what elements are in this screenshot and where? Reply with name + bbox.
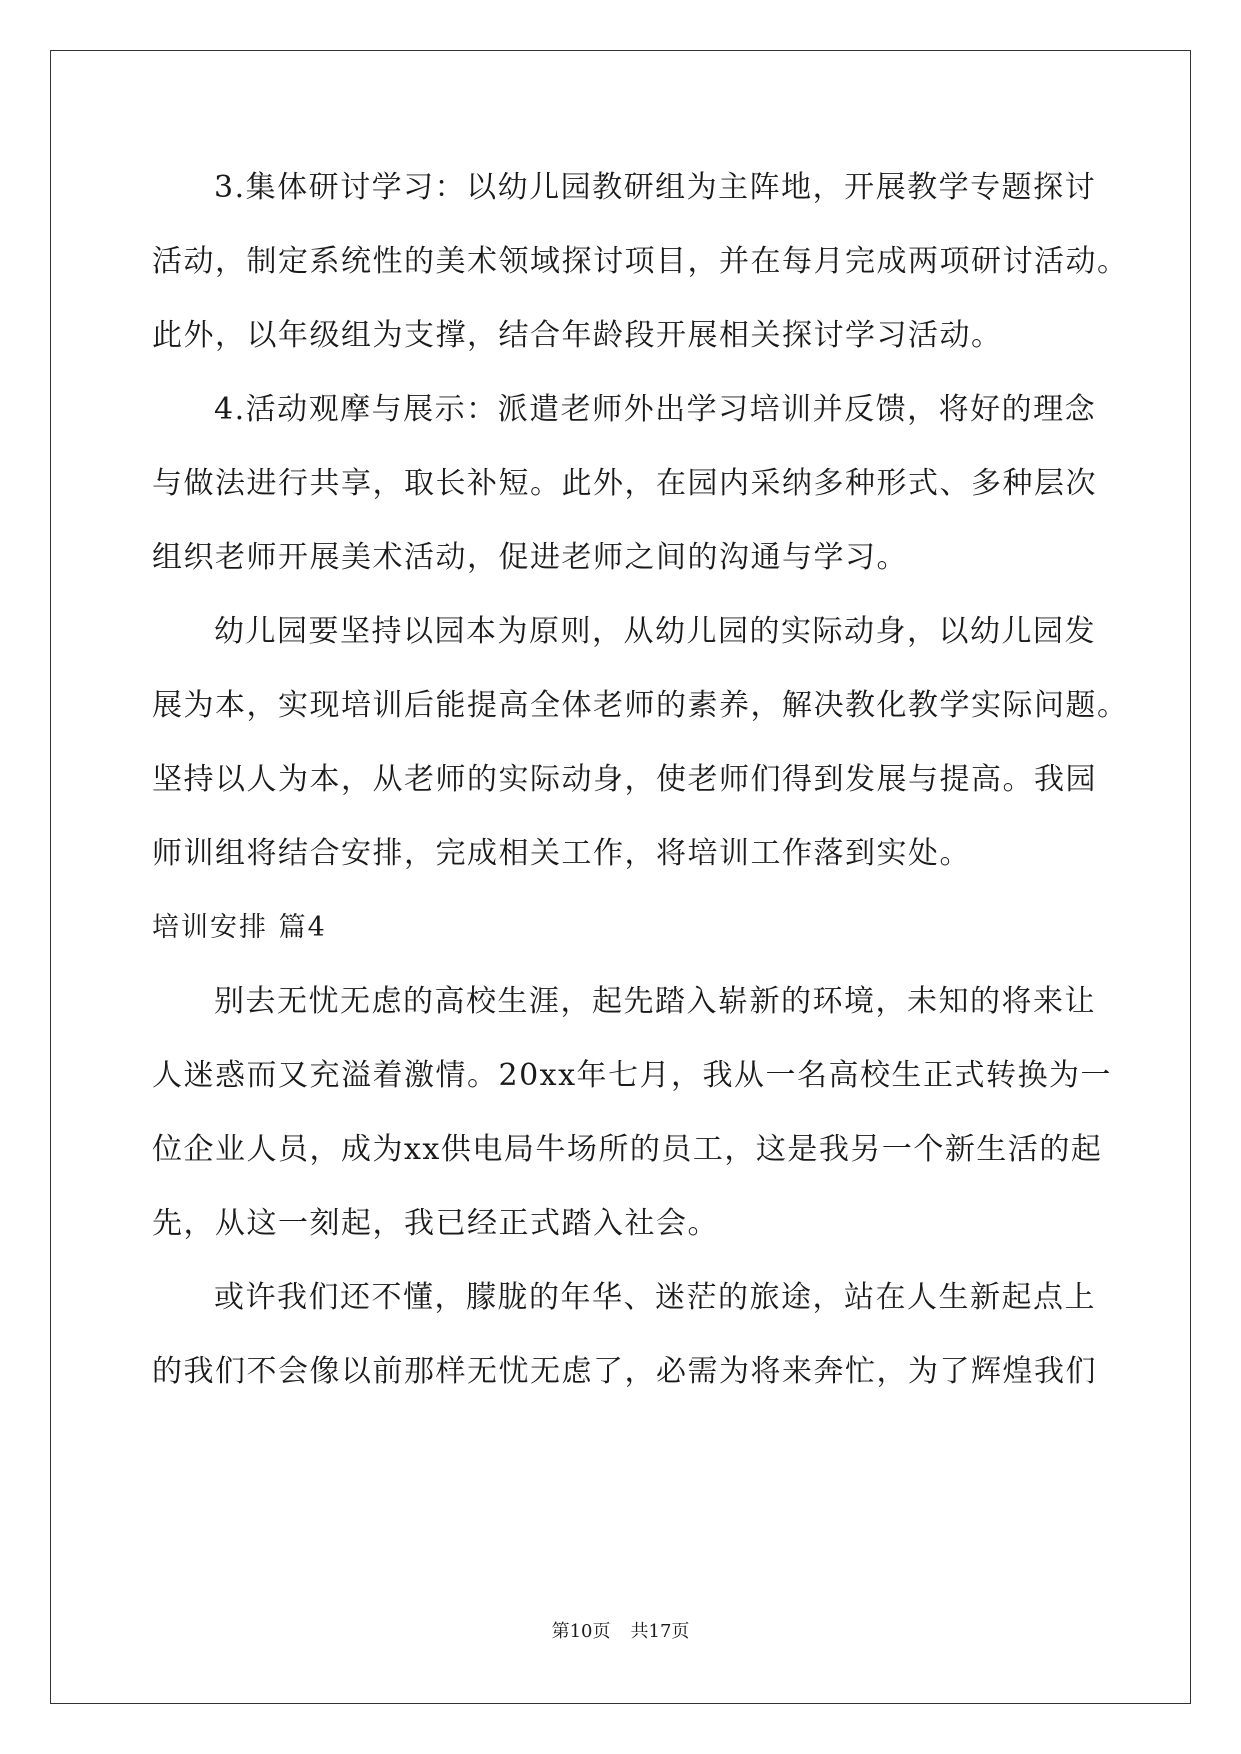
page-number-total: 共17页 xyxy=(630,1621,690,1642)
paragraph-line: 坚持以人为本，从老师的实际动身，使老师们得到发展与提高。我园 xyxy=(152,762,1097,797)
page-footer xyxy=(0,1620,1241,1644)
section-heading: 培训安排 篇4 xyxy=(152,912,327,943)
paragraph-line: 别去无忧无虑的高校生涯，起先踏入崭新的环境，未知的将来让 xyxy=(214,984,1096,1019)
page-number-current: 第10页 xyxy=(551,1621,611,1642)
paragraph-line: 位企业人员，成为xx供电局牛场所的员工，这是我另一个新生活的起 xyxy=(152,1132,1103,1167)
paragraph-line: 组织老师开展美术活动，促进老师之间的沟通与学习。 xyxy=(152,540,908,575)
paragraph-line: 先，从这一刻起，我已经正式踏入社会。 xyxy=(152,1206,719,1241)
paragraph-line: 活动，制定系统性的美术领域探讨项目，并在每月完成两项研讨活动。 xyxy=(152,244,1129,279)
paragraph-line: 或许我们还不懂，朦胧的年华、迷茫的旅途，站在人生新起点上 xyxy=(214,1280,1096,1315)
paragraph-line: 人迷惑而又充溢着激情。20xx年七月，我从一名高校生正式转换为一 xyxy=(152,1058,1113,1093)
paragraph-line: 师训组将结合安排，完成相关工作，将培训工作落到实处。 xyxy=(152,836,971,871)
paragraph-line: 3.集体研讨学习：以幼儿园教研组为主阵地，开展教学专题探讨 xyxy=(214,170,1097,205)
paragraph-line: 与做法进行共享，取长补短。此外，在园内采纳多种形式、多种层次 xyxy=(152,466,1097,501)
paragraph-line: 4.活动观摩与展示：派遣老师外出学习培训并反馈，将好的理念 xyxy=(214,392,1097,427)
paragraph-line: 幼儿园要坚持以园本为原则，从幼儿园的实际动身，以幼儿园发 xyxy=(214,614,1096,649)
paragraph-line: 此外，以年级组为支撑，结合年龄段开展相关探讨学习活动。 xyxy=(152,318,1003,353)
page-border xyxy=(50,50,1191,1704)
paragraph-line: 的我们不会像以前那样无忧无虑了，必需为将来奔忙，为了辉煌我们 xyxy=(152,1354,1097,1389)
paragraph-line: 展为本，实现培训后能提高全体老师的素养，解决教化教学实际问题。 xyxy=(152,688,1129,723)
